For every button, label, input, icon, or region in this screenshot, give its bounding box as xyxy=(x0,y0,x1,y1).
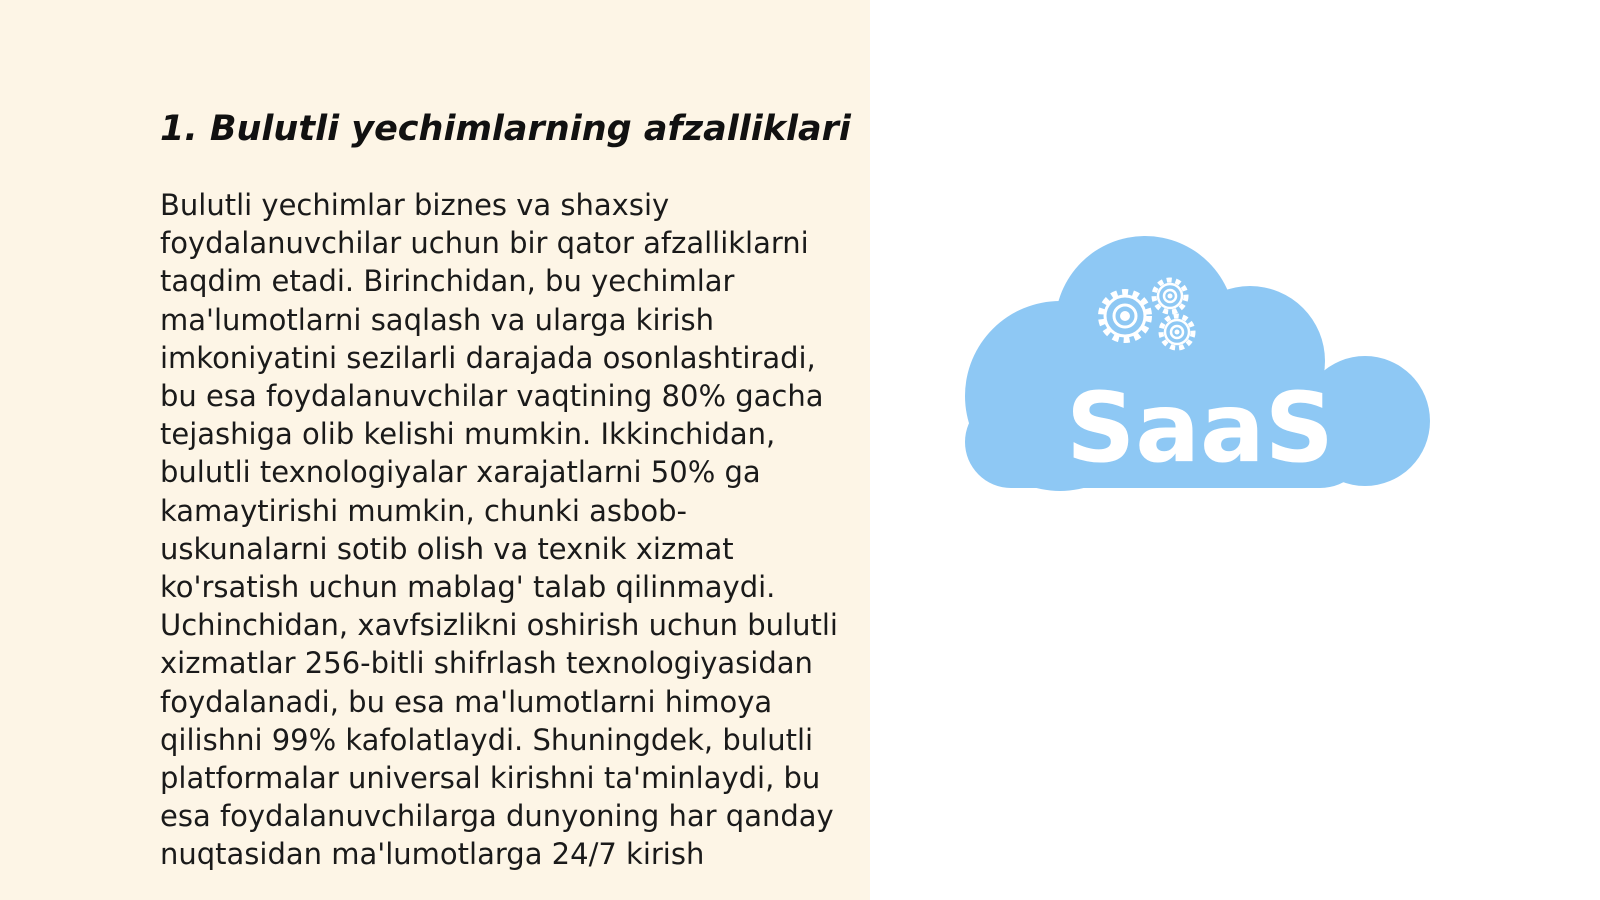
cloud-gears-icon xyxy=(965,236,1430,498)
saas-label: SaaS xyxy=(1066,372,1334,484)
section-heading: 1. Bulutli yechimlarning afzalliklari xyxy=(160,109,851,149)
section-body: Bulutli yechimlar biznes va shaxsiy foydalanuvchilar uchun bir qator afzalliklarni taqdim etadi. Birinchidan, bu yechimlar ma'lumotlarni saqlash va ularga kirish imkoniyatini sezilarli darajada osonlashtiradi, bu esa foydalanuvchilar vaqtining 80% gacha tejashiga olib kelishi mumkin. Ikkinchidan, bulutli texnologiyalar xarajatlarni 50% ga kamaytirishi mumkin, chunki asbob-uskunalarni sotib olish va texnik xizmat ko'rsatish uchun mablag' talab qilinmaydi. Uchinchidan, xavfsizlikni oshirish uchun bulutli xizmatlar 256-bitli shifrlash texnologiyasidan foydalanadi, bu esa ma'lumotlarni himoya qilishni 99% kafolatlaydi. Shuningdek, bulutli platformalar universal kirishni ta'minlaydi, bu esa foydalanuvchilarga dunyoning har qanday nuqtasidan ma'lumotlarga 24/7 kirish xyxy=(160,188,838,872)
saas-cloud-illustration xyxy=(965,236,1430,498)
